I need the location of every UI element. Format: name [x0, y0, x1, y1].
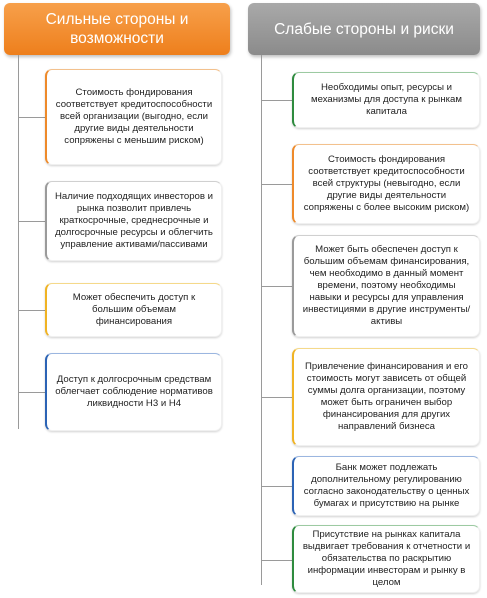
- weaknesses-header: [248, 3, 480, 55]
- weakness-card-text: Может быть обеспечен доступ к большим объемам финансирования, чем необходимо в данный момент времени, поэтому необходимы навыки и ресурсы для управления инвестициями в другие инструменты/активы: [302, 244, 471, 327]
- weakness-card-2: [292, 144, 480, 224]
- strength-card-text: Наличие подходящих инвесторов и рынка позволит привлечь краткосрочные, среднесрочные и долгосрочные ресурсы и облегчить управление активами/пассивами: [55, 191, 214, 250]
- strength-card-text: Стоимость фондирования соответствует кредитоспособности всей организации (выгодно, если другие виды деятельности сопряжены с меньшим риском): [55, 87, 213, 146]
- weakness-card-text: Привлечение финансирования и его стоимость могут зависеть от общей суммы долга организации, поэтому может быть ограничен выбор финансирования для других направлений бизнеса: [305, 361, 468, 432]
- weaknesses-connector: [261, 560, 292, 561]
- strengths-header: [4, 3, 230, 55]
- strengths-connector: [18, 117, 45, 118]
- strength-card-1: [45, 69, 222, 165]
- strength-card-4: [45, 353, 222, 431]
- weakness-card-5: [292, 456, 480, 516]
- weaknesses-title: Слабые стороны и риски: [274, 20, 454, 38]
- weakness-card-3: [292, 235, 480, 337]
- strengths-connector: [18, 221, 45, 222]
- weaknesses-connector: [261, 486, 292, 487]
- strengths-connector: [18, 310, 45, 311]
- strength-card-3: [45, 283, 222, 337]
- weakness-card-6: [292, 525, 480, 593]
- weakness-card-text: Стоимость фондирования соответствует кредитоспособности всей структуры (невыгодно, если другие виды деятельности сопряжены с более высоким риском): [303, 154, 470, 213]
- weakness-card-text: Банк может подлежать дополнительному регулированию согласно законодательству о ценных бумагах и присутствию на рынке: [303, 462, 470, 509]
- strength-card-text: Может обеспечить доступ к большим объемам финансирования: [72, 292, 196, 327]
- strengths-spine: [18, 55, 19, 429]
- weaknesses-connector: [261, 286, 292, 287]
- weaknesses-connector: [261, 184, 292, 185]
- weakness-card-4: [292, 348, 480, 446]
- weakness-card-text: Присутствие на рынках капитала выдвигает требования к отчетности и обязательства по раскрытию информации инвесторам и рынку в целом: [302, 529, 471, 588]
- weaknesses-connector: [261, 397, 292, 398]
- weakness-card-text: Необходимы опыт, ресурсы и механизмы для доступа к рынкам капитала: [311, 82, 462, 117]
- strength-card-text: Доступ к долгосрочным средствам облегчает соблюдение нормативов ликвидности Н3 и Н4: [55, 374, 213, 409]
- weaknesses-connector: [261, 100, 292, 101]
- strengths-connector: [18, 392, 45, 393]
- strength-card-2: [45, 181, 222, 261]
- strengths-title: Сильные стороны и возможности: [45, 11, 189, 47]
- weakness-card-1: [292, 72, 480, 128]
- weaknesses-spine: [261, 55, 262, 585]
